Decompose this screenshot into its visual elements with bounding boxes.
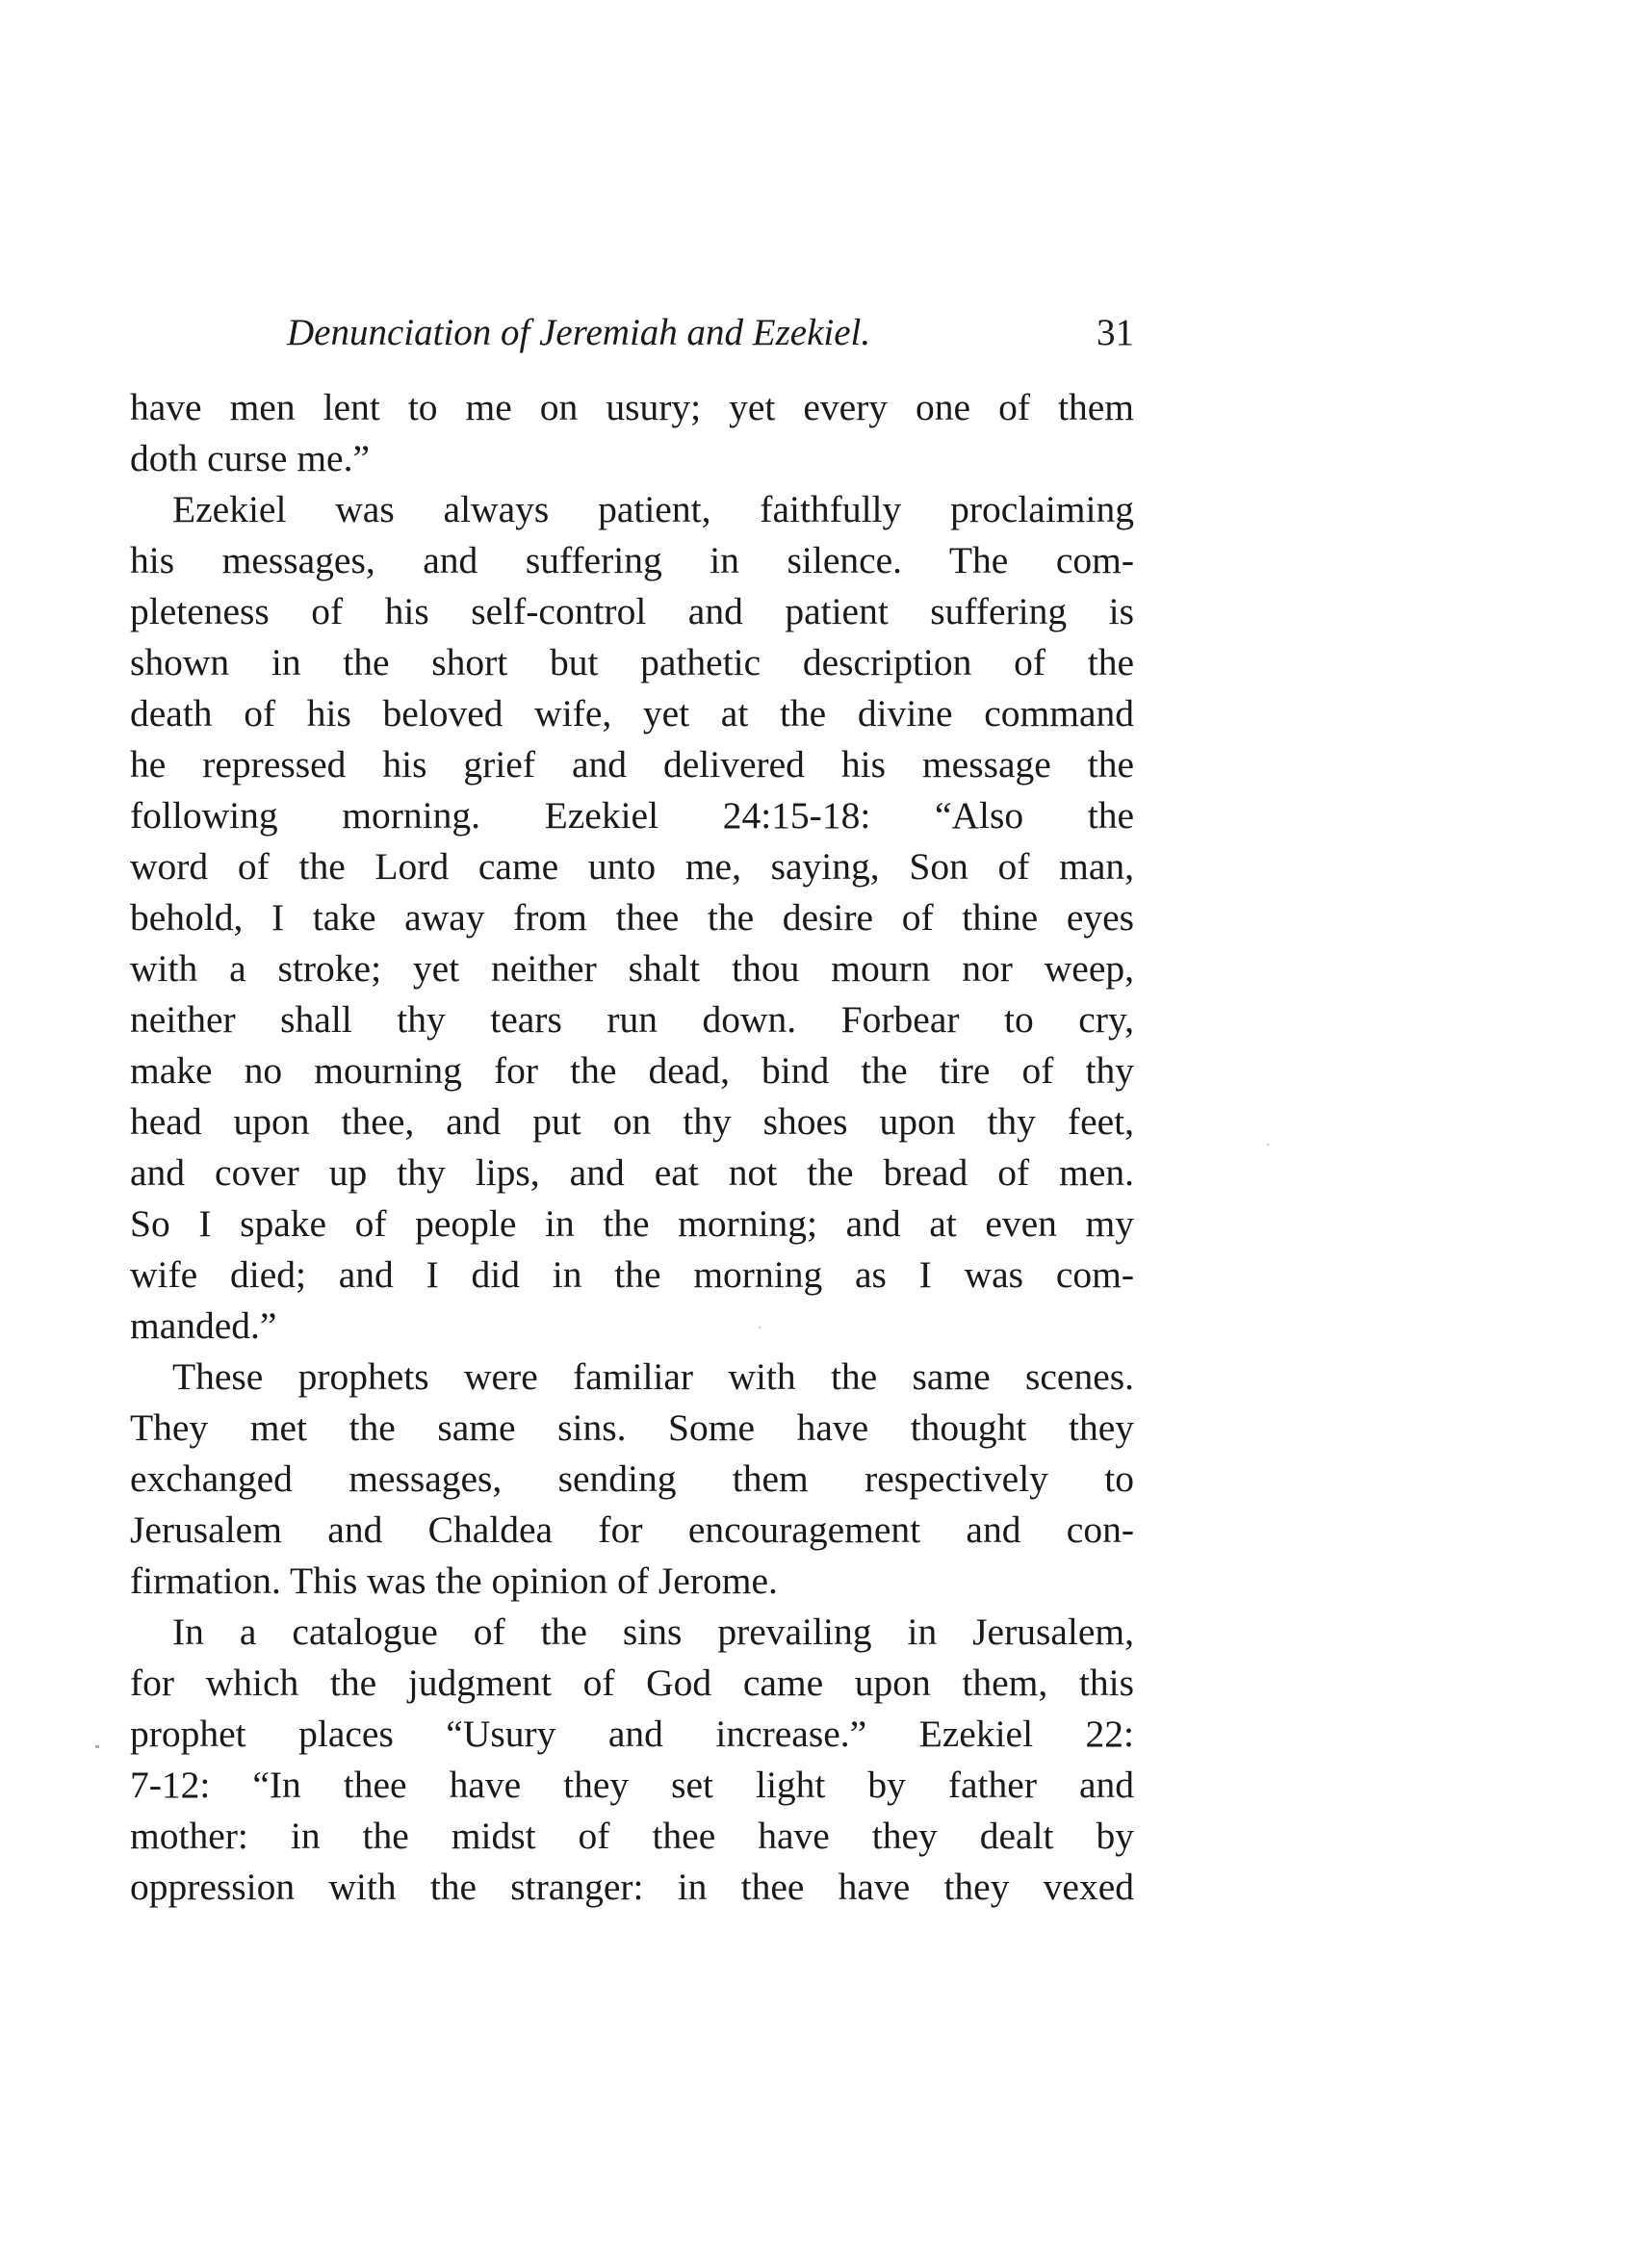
text-line: mother: in the midst of thee have they dealt by [130, 1815, 1134, 1857]
paragraph-first-line: In a catalogue of the sins prevailing in Jerusalem, [172, 1611, 1134, 1653]
text-line: shown in the short but pathetic description of the [130, 641, 1134, 683]
text-line: doth curse me.” [130, 437, 370, 479]
running-head [287, 306, 1134, 360]
text-line: word of the Lord came unto me, saying, Son of man, [130, 845, 1134, 888]
text-line: Jerusalem and Chaldea for encouragement and con- [130, 1508, 1134, 1551]
text-line: head upon thee, and put on thy shoes upon thy feet, [130, 1100, 1134, 1143]
running-title: Denunciation of Jeremiah and Ezekiel. [287, 312, 871, 353]
text-line: manded.” [130, 1304, 277, 1347]
text-line: his messages, and suffering in silence. The com- [130, 539, 1134, 581]
margin-mark [95, 1745, 99, 1748]
text-line: pleteness of his self-control and patient suffering is [130, 590, 1134, 632]
paper-speck [759, 1327, 761, 1328]
text-line: with a stroke; yet neither shalt thou mourn nor weep, [130, 947, 1134, 990]
paper-speck [1267, 1144, 1269, 1146]
text-line: he repressed his grief and delivered his message the [130, 743, 1134, 786]
text-line: death of his beloved wife, yet at the divine command [130, 692, 1134, 735]
text-line: oppression with the stranger: in thee have they vexed [130, 1866, 1134, 1908]
text-line: firmation. This was the opinion of Jerome. [130, 1559, 778, 1602]
text-line: 7-12: “In thee have they set light by father and [130, 1764, 1134, 1806]
body-text [130, 382, 1134, 1913]
paragraph-first-line: These prophets were familiar with the same scenes. [172, 1355, 1134, 1398]
text-line: following morning. Ezekiel 24:15-18: “Also the [130, 794, 1134, 837]
text-line: wife died; and I did in the morning as I was com- [130, 1253, 1134, 1296]
text-line: They met the same sins. Some have thought they [130, 1406, 1134, 1449]
text-line: make no mourning for the dead, bind the tire of thy [130, 1049, 1134, 1092]
text-line: neither shall thy tears run down. Forbear to cry, [130, 998, 1134, 1041]
text-line: So I spake of people in the morning; and at even my [130, 1202, 1134, 1245]
text-line: behold, I take away from thee the desire of thine eyes [130, 896, 1134, 939]
text-line: have men lent to me on usury; yet every one of them [130, 386, 1134, 428]
text-line: and cover up thy lips, and eat not the bread of men. [130, 1151, 1134, 1194]
page-number: 31 [1097, 312, 1134, 353]
text-line: prophet places “Usury and increase.” Ezekiel 22: [130, 1713, 1134, 1755]
paragraph-first-line: Ezekiel was always patient, faithfully proclaiming [172, 488, 1134, 530]
text-line: exchanged messages, sending them respectively to [130, 1457, 1134, 1500]
text-line: for which the judgment of God came upon them, this [130, 1662, 1134, 1704]
